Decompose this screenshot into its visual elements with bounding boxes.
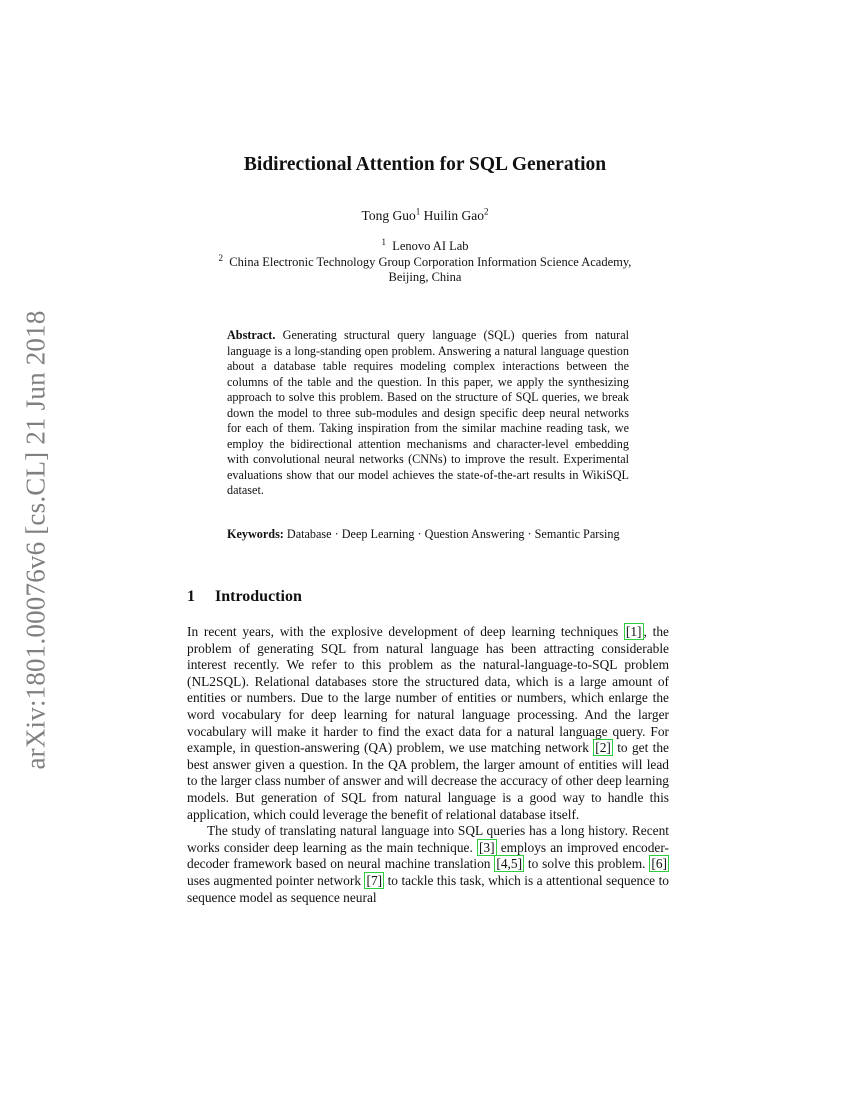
paragraph-text: employs an improved encoder-decoder framework based on neural machine translation <box>187 839 670 872</box>
citation-link[interactable]: [2] <box>595 740 611 756</box>
affiliation-line <box>0 252 850 271</box>
author-list <box>0 208 850 224</box>
affiliation-mark: 2 <box>218 252 224 263</box>
abstract-label: Abstract. <box>227 328 276 342</box>
keywords <box>227 527 629 543</box>
author-name: Huilin Gao <box>423 208 484 223</box>
citation-link[interactable]: [4,5] <box>496 856 523 872</box>
citation-link[interactable]: [7] <box>366 872 383 888</box>
paragraph <box>187 624 669 823</box>
paragraph <box>187 823 669 906</box>
body-text <box>187 624 669 906</box>
affiliation-line <box>0 236 850 255</box>
abstract <box>227 328 629 499</box>
paragraph-text: The study of translating natural language into SQL queries has a long history. Recent works consider deep learning as the main technique. <box>187 823 669 855</box>
keywords-label: Keywords: <box>227 527 284 541</box>
affiliation-text: Lenovo AI Lab <box>392 239 469 253</box>
affiliation-mark: 1 <box>381 236 386 247</box>
citation-link[interactable]: [1] <box>625 624 642 639</box>
paragraph-text: uses augmented pointer network <box>187 872 365 888</box>
paragraph-text: to tackle this task, which is a attentional sequence to sequence model as sequence neural <box>187 872 669 905</box>
affiliation-list <box>0 236 850 286</box>
paragraph-text: In recent years, with the explosive development of deep learning techniques <box>187 624 624 639</box>
author-affiliation-mark: 2 <box>483 206 489 217</box>
affiliation-line <box>0 270 850 286</box>
abstract-text: Generating structural query language (SQL) queries from natural language is a long-standing open problem. Answering a natural language question about a database table requires modeling complex interactions between the columns of the table and the question. In this paper, we apply the synthesizing approach to solve this problem. Based on the structure of SQL queries, we break down the model to three sub-modules and design specific deep neural networks for each of them. Taking inspiration from the similar machine reading task, we employ the bidirectional attention mechanisms and character-level embedding with convolutional neural networks (CNNs) to improve the result. Experimental evaluations show that our model achieves the state-of-the-art results in WikiSQL dataset. <box>227 328 629 497</box>
paragraph-text: , the problem of generating SQL from natural language has been attracting considerable interest recently. We refer to this problem as the natural-language-to-SQL problem (NL2SQL). Relational databases store the structured data, which is a large amount of entities or numbers. Due to the large number of entities or numbers, which enlarge the word vocabulary for deep learning for natural language processing. And the larger vocabulary will make it harder to find the exact data for a natural language query. For example, in question-answering (QA) problem, we use matching network <box>187 624 669 756</box>
paper-title: Bidirectional Attention for SQL Generation <box>243 154 607 175</box>
affiliation-text: China Electronic Technology Group Corporation Information Science Academy, <box>229 254 632 269</box>
paragraph-text: to solve this problem. <box>524 856 650 872</box>
keywords-text: Database · Deep Learning · Question Answering · Semantic Parsing <box>286 527 620 541</box>
citation-link[interactable]: [3] <box>478 839 495 855</box>
arxiv-identifier: arXiv:1801.00076v6 [cs.CL] 21 Jun 2018 <box>20 310 51 770</box>
section-heading <box>187 588 302 606</box>
author-affiliation-mark: 1 <box>415 206 421 217</box>
affiliation-text: Beijing, China <box>388 270 462 284</box>
section-number: 1 <box>187 588 195 605</box>
citation-link[interactable]: [6] <box>651 856 667 872</box>
author-name: Tong Guo <box>361 208 416 223</box>
section-title: Introduction <box>215 588 302 605</box>
paragraph-text: to get the best answer given a question. In the QA problem, the larger amount of entities will lead to the larger class number of answer and will decrease the accuracy of other deep learning models. But generation of SQL from natural language is a good way to handle this application, which could leverage the benefit of relational database itself. <box>187 740 669 822</box>
